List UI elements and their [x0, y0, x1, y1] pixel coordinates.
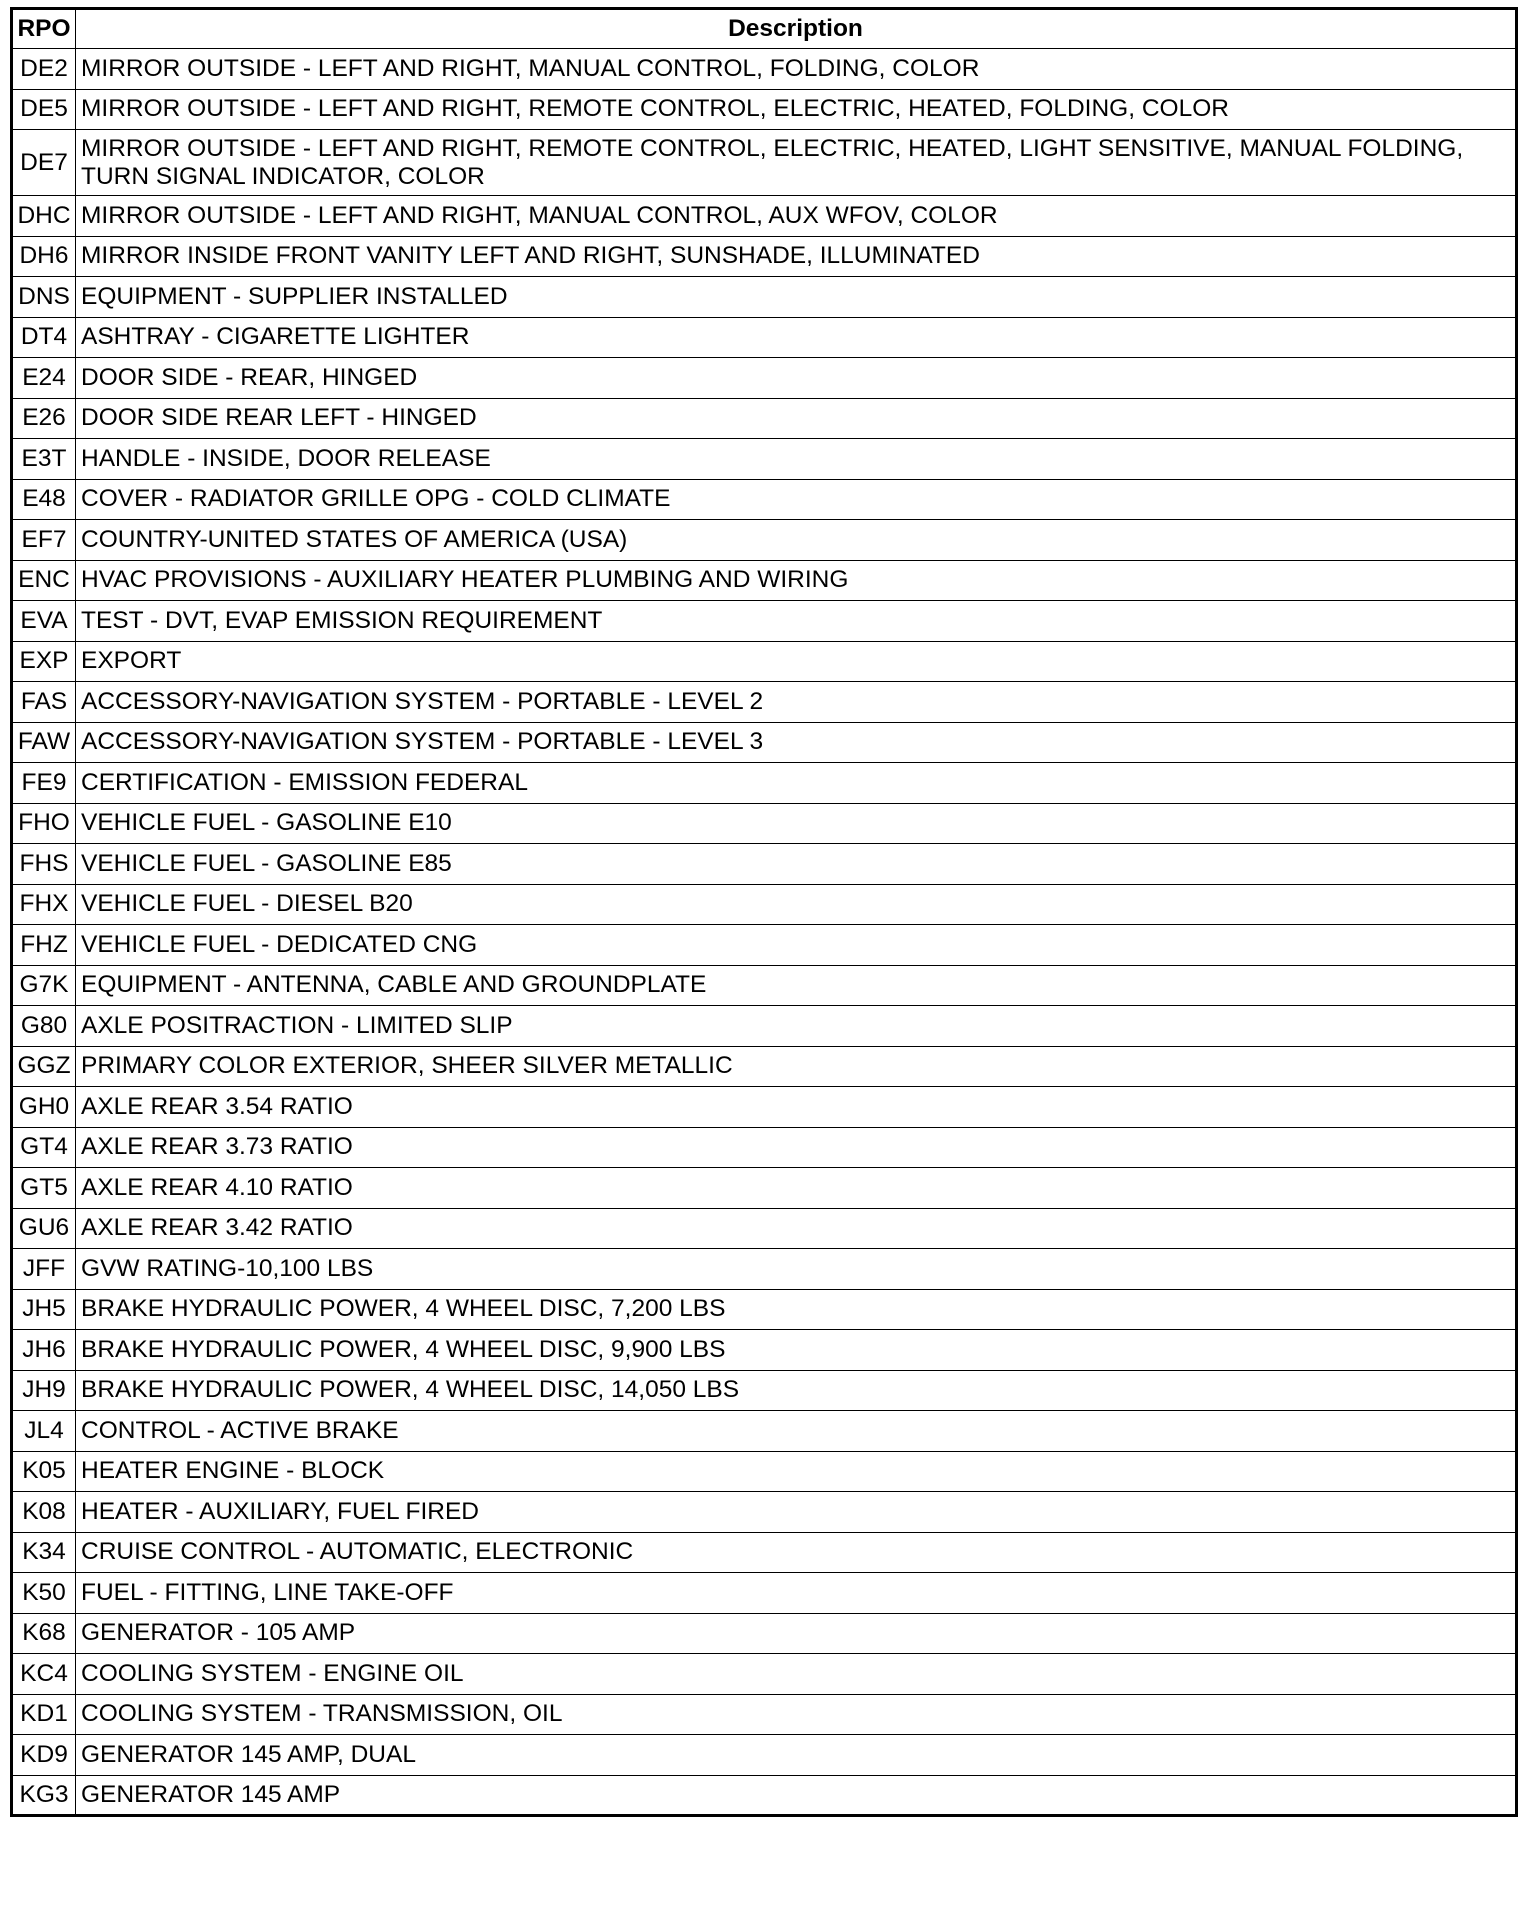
table-row	[12, 763, 1517, 804]
rpo-code-cell: GT4	[12, 1127, 76, 1168]
rpo-code-cell: DT4	[12, 317, 76, 358]
description-cell: VEHICLE FUEL - DIESEL B20	[76, 884, 1517, 925]
rpo-column-header: RPO	[12, 9, 76, 49]
rpo-code-cell: FHO	[12, 803, 76, 844]
description-cell: EQUIPMENT - ANTENNA, CABLE AND GROUNDPLATE	[76, 965, 1517, 1006]
table-row	[12, 1532, 1517, 1573]
description-cell: PRIMARY COLOR EXTERIOR, SHEER SILVER METALLIC	[76, 1046, 1517, 1087]
table-row	[12, 1492, 1517, 1533]
rpo-code-cell: FAS	[12, 682, 76, 723]
rpo-code-cell: JFF	[12, 1249, 76, 1290]
description-cell: BRAKE HYDRAULIC POWER, 4 WHEEL DISC, 14,050 LBS	[76, 1370, 1517, 1411]
description-column-header: Description	[76, 9, 1517, 49]
table-row	[12, 1087, 1517, 1128]
header-row	[12, 9, 1517, 49]
description-cell: ACCESSORY-NAVIGATION SYSTEM - PORTABLE - LEVEL 2	[76, 682, 1517, 723]
rpo-table	[10, 7, 1518, 1817]
rpo-code-cell: K68	[12, 1613, 76, 1654]
rpo-code-cell: K05	[12, 1451, 76, 1492]
rpo-code-cell: JL4	[12, 1411, 76, 1452]
table-row	[12, 398, 1517, 439]
description-cell: MIRROR OUTSIDE - LEFT AND RIGHT, MANUAL CONTROL, AUX WFOV, COLOR	[76, 196, 1517, 237]
rpo-code-cell: E3T	[12, 439, 76, 480]
table-row	[12, 1168, 1517, 1209]
rpo-code-cell: FHX	[12, 884, 76, 925]
rpo-code-cell: EVA	[12, 601, 76, 642]
description-cell: MIRROR INSIDE FRONT VANITY LEFT AND RIGHT, SUNSHADE, ILLUMINATED	[76, 236, 1517, 277]
table-row	[12, 1775, 1517, 1816]
table-row	[12, 1735, 1517, 1776]
rpo-code-cell: G80	[12, 1006, 76, 1047]
rpo-code-cell: FE9	[12, 763, 76, 804]
table-row	[12, 49, 1517, 90]
table-row	[12, 641, 1517, 682]
description-cell: BRAKE HYDRAULIC POWER, 4 WHEEL DISC, 9,900 LBS	[76, 1330, 1517, 1371]
table-row	[12, 844, 1517, 885]
rpo-code-cell: GH0	[12, 1087, 76, 1128]
table-row	[12, 1006, 1517, 1047]
table-row	[12, 317, 1517, 358]
table-row	[12, 439, 1517, 480]
description-cell: EXPORT	[76, 641, 1517, 682]
table-row	[12, 1370, 1517, 1411]
table-row	[12, 479, 1517, 520]
rpo-code-cell: E48	[12, 479, 76, 520]
rpo-code-cell: GU6	[12, 1208, 76, 1249]
description-cell: CERTIFICATION - EMISSION FEDERAL	[76, 763, 1517, 804]
description-cell: FUEL - FITTING, LINE TAKE-OFF	[76, 1573, 1517, 1614]
description-cell: DOOR SIDE REAR LEFT - HINGED	[76, 398, 1517, 439]
description-cell: HEATER ENGINE - BLOCK	[76, 1451, 1517, 1492]
rpo-code-cell: GT5	[12, 1168, 76, 1209]
table-row	[12, 1208, 1517, 1249]
description-cell: BRAKE HYDRAULIC POWER, 4 WHEEL DISC, 7,200 LBS	[76, 1289, 1517, 1330]
table-row	[12, 130, 1517, 196]
description-cell: COOLING SYSTEM - ENGINE OIL	[76, 1654, 1517, 1695]
description-cell: COUNTRY-UNITED STATES OF AMERICA (USA)	[76, 520, 1517, 561]
rpo-code-cell: ENC	[12, 560, 76, 601]
table-row	[12, 1573, 1517, 1614]
rpo-code-cell: K34	[12, 1532, 76, 1573]
table-row	[12, 803, 1517, 844]
table-row	[12, 1249, 1517, 1290]
rpo-code-cell: DNS	[12, 277, 76, 318]
description-cell: EQUIPMENT - SUPPLIER INSTALLED	[76, 277, 1517, 318]
rpo-code-cell: KD1	[12, 1694, 76, 1735]
table-body	[12, 49, 1517, 1816]
description-cell: AXLE REAR 4.10 RATIO	[76, 1168, 1517, 1209]
description-cell: ASHTRAY - CIGARETTE LIGHTER	[76, 317, 1517, 358]
rpo-code-cell: FHZ	[12, 925, 76, 966]
description-cell: CONTROL - ACTIVE BRAKE	[76, 1411, 1517, 1452]
rpo-code-cell: DH6	[12, 236, 76, 277]
table-row	[12, 277, 1517, 318]
rpo-code-cell: DE2	[12, 49, 76, 90]
table-row	[12, 358, 1517, 399]
table-row	[12, 1289, 1517, 1330]
description-cell: HEATER - AUXILIARY, FUEL FIRED	[76, 1492, 1517, 1533]
description-cell: TEST - DVT, EVAP EMISSION REQUIREMENT	[76, 601, 1517, 642]
rpo-code-cell: DE5	[12, 89, 76, 130]
description-cell: COVER - RADIATOR GRILLE OPG - COLD CLIMATE	[76, 479, 1517, 520]
description-cell: AXLE REAR 3.54 RATIO	[76, 1087, 1517, 1128]
table-row	[12, 520, 1517, 561]
rpo-code-cell: FHS	[12, 844, 76, 885]
table-row	[12, 682, 1517, 723]
table-row	[12, 884, 1517, 925]
table-row	[12, 925, 1517, 966]
description-cell: HVAC PROVISIONS - AUXILIARY HEATER PLUMBING AND WIRING	[76, 560, 1517, 601]
rpo-code-cell: KD9	[12, 1735, 76, 1776]
description-cell: MIRROR OUTSIDE - LEFT AND RIGHT, REMOTE CONTROL, ELECTRIC, HEATED, FOLDING, COLOR	[76, 89, 1517, 130]
description-cell: GENERATOR 145 AMP, DUAL	[76, 1735, 1517, 1776]
description-cell: MIRROR OUTSIDE - LEFT AND RIGHT, REMOTE CONTROL, ELECTRIC, HEATED, LIGHT SENSITIVE, MANUAL FOLDING, TURN SIGNAL INDICATOR, COLOR	[76, 130, 1517, 196]
description-cell: COOLING SYSTEM - TRANSMISSION, OIL	[76, 1694, 1517, 1735]
table-row	[12, 601, 1517, 642]
description-cell: GVW RATING-10,100 LBS	[76, 1249, 1517, 1290]
table-row	[12, 236, 1517, 277]
document-page	[10, 7, 1515, 1817]
description-cell: GENERATOR - 105 AMP	[76, 1613, 1517, 1654]
table-row	[12, 1451, 1517, 1492]
rpo-code-cell: JH6	[12, 1330, 76, 1371]
rpo-code-cell: JH9	[12, 1370, 76, 1411]
rpo-code-cell: FAW	[12, 722, 76, 763]
table-row	[12, 1613, 1517, 1654]
table-row	[12, 1046, 1517, 1087]
rpo-code-cell: JH5	[12, 1289, 76, 1330]
table-row	[12, 965, 1517, 1006]
description-cell: GENERATOR 145 AMP	[76, 1775, 1517, 1816]
rpo-code-cell: GGZ	[12, 1046, 76, 1087]
table-row	[12, 1330, 1517, 1371]
rpo-code-cell: KG3	[12, 1775, 76, 1816]
description-cell: HANDLE - INSIDE, DOOR RELEASE	[76, 439, 1517, 480]
table-row	[12, 1127, 1517, 1168]
rpo-code-cell: DE7	[12, 130, 76, 196]
table-row	[12, 722, 1517, 763]
description-cell: VEHICLE FUEL - GASOLINE E10	[76, 803, 1517, 844]
description-cell: AXLE POSITRACTION - LIMITED SLIP	[76, 1006, 1517, 1047]
rpo-code-cell: E24	[12, 358, 76, 399]
rpo-code-cell: EF7	[12, 520, 76, 561]
rpo-code-cell: E26	[12, 398, 76, 439]
rpo-code-cell: EXP	[12, 641, 76, 682]
table-row	[12, 1411, 1517, 1452]
description-cell: VEHICLE FUEL - DEDICATED CNG	[76, 925, 1517, 966]
description-cell: CRUISE CONTROL - AUTOMATIC, ELECTRONIC	[76, 1532, 1517, 1573]
description-cell: DOOR SIDE - REAR, HINGED	[76, 358, 1517, 399]
rpo-code-cell: G7K	[12, 965, 76, 1006]
rpo-code-cell: KC4	[12, 1654, 76, 1695]
rpo-code-cell: DHC	[12, 196, 76, 237]
table-row	[12, 89, 1517, 130]
description-cell: ACCESSORY-NAVIGATION SYSTEM - PORTABLE - LEVEL 3	[76, 722, 1517, 763]
table-row	[12, 196, 1517, 237]
rpo-code-cell: K50	[12, 1573, 76, 1614]
table-row	[12, 1654, 1517, 1695]
description-cell: AXLE REAR 3.42 RATIO	[76, 1208, 1517, 1249]
table-row	[12, 560, 1517, 601]
description-cell: MIRROR OUTSIDE - LEFT AND RIGHT, MANUAL CONTROL, FOLDING, COLOR	[76, 49, 1517, 90]
description-cell: AXLE REAR 3.73 RATIO	[76, 1127, 1517, 1168]
rpo-code-cell: K08	[12, 1492, 76, 1533]
table-row	[12, 1694, 1517, 1735]
description-cell: VEHICLE FUEL - GASOLINE E85	[76, 844, 1517, 885]
